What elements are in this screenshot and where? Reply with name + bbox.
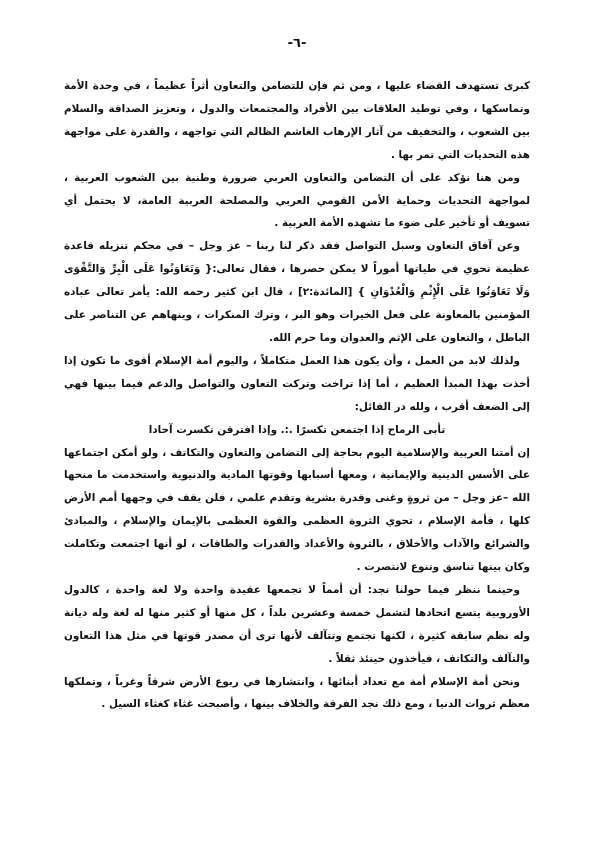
page-number: -٦- — [287, 36, 307, 51]
paragraph-1: كبرى تستهدف القضاء عليها ، ومن ثم فإن للتضامن والتعاون أثراً عظيماً ، في وحدة الأمة وتماسكها ، وفي توطيد العلاقات بين الأفراد والمجتمعات والدول ، وتعزيز الصداقة والسلام بين الشعوب ، والتخفيف من آثار الإرهاب الغاشم الظالم التي تواجهه ، والقدرة على مواجهة هذه التحديات التي تمر بها . — [64, 80, 530, 161]
paragraph-6: وحينما ننظر فيما حولنا نجد: أن أمماً لا تجمعها عقيدة واحدة ولا لغة واحدة ، كالدول الأوروبية يتسع اتحادها لتشمل خمسة وعشرين بلداً ، كل منها أو كثير منها له لغة وله ديانة وله نظم سابقة كثيرة ، لكنها تجتمع وتتآلف لأنها ترى أن مصدر قوتها في مثل هذا التعاون والتآلف والتكاتف ، فيأخذون حينئذ ثقلاً . — [64, 583, 530, 665]
poetry-verse: تأبى الرماح إذا اجتمعن تكسرًا .:. وإذا افترقن تكسرت آحادا — [148, 423, 446, 436]
paragraph-2: ومن هنا نؤكد على أن التضامن والتعاون العربي ضرورة وطنية بين الشعوب العربية ، لمواجهة التحديات وحماية الأمن القومي العربي والمصلحة العربية العامة، لا يحتمل أي تسويف أو تأخير على ضوء ما تشهده الأمة العربية . — [64, 171, 530, 230]
body-text — [64, 75, 530, 716]
paragraph-7: ونحن أمة الإسلام أمة مع تعداد أبنائها ، وانتشارها في ربوع الأرض شرقاً وغرباً ، وتملكها معظم ثروات الدنيا ، ومع ذلك نجد الفرقة والخلاف بينها ، وأصبحت غثاء كغثاء السيل . — [64, 675, 530, 711]
paragraph-3: وعن آفاق التعاون وسبل التواصل فقد ذكر لنا ربنا – عز وجل – في محكم تنزيله قاعدة عظيمة تحوي في طياتها أموراً لا يمكن حصرها ، فقال تعالى:{ وَتَعَاوَنُوا عَلَى الْبِرِّ وَالتَّقْوَى وَلَا تَعَاوَنُوا عَلَى الْإِثْمِ وَالْعُدْوَانِ } [المائدة:٢] ، قال ابن كثير رحمه الله: يأمر تعالى عباده المؤمنين بالمعاونة على فعل الخيرات وهو البر ، وترك المنكرات ، وينهاهم عن التناصر على الباطل ، والتعاون على الإثم والعدوان وما حرم الله. — [64, 240, 530, 344]
paragraph-5: إن أمتنا العربية والإسلامية اليوم بحاجة إلى التضامن والتعاون والتكاتف ، ولو أمكن اجتماعها على الأسس الدينية والإيمانية ، ومعها أسبابها وقوتها المادية والدنيوية واستخدمت ما منحها الله –عز وجل – من ثروةٍ وغنى وقدرة بشرية وتقدم علمي ، فلن يقف في وجهها أمم الأرض كلها ، فأمة الإسلام ، تحوي الثروة العظمى والقوة العظمى بالإيمان والإسلام ، والمبادئ والشرائع والآداب والأخلاق ، بالثروة والأعداد والقدرات والطاقات ، لو أنها اجتمعت وتكاملت وكان بينها تناسق وتنوع لانتصرت . — [64, 446, 530, 574]
paragraph-4: ولذلك لابد من العمل ، وأن يكون هذا العمل متكاملاً ، واليوم أمة الإسلام أقوى ما تكون إذا أخذت بهذا المبدأ العظيم ، أما إذا تراخت وتركت التعاون والتواصل والدعم فيما بينها فهي إلى الضعف أقرب ، ولله در القائل: — [64, 354, 530, 413]
